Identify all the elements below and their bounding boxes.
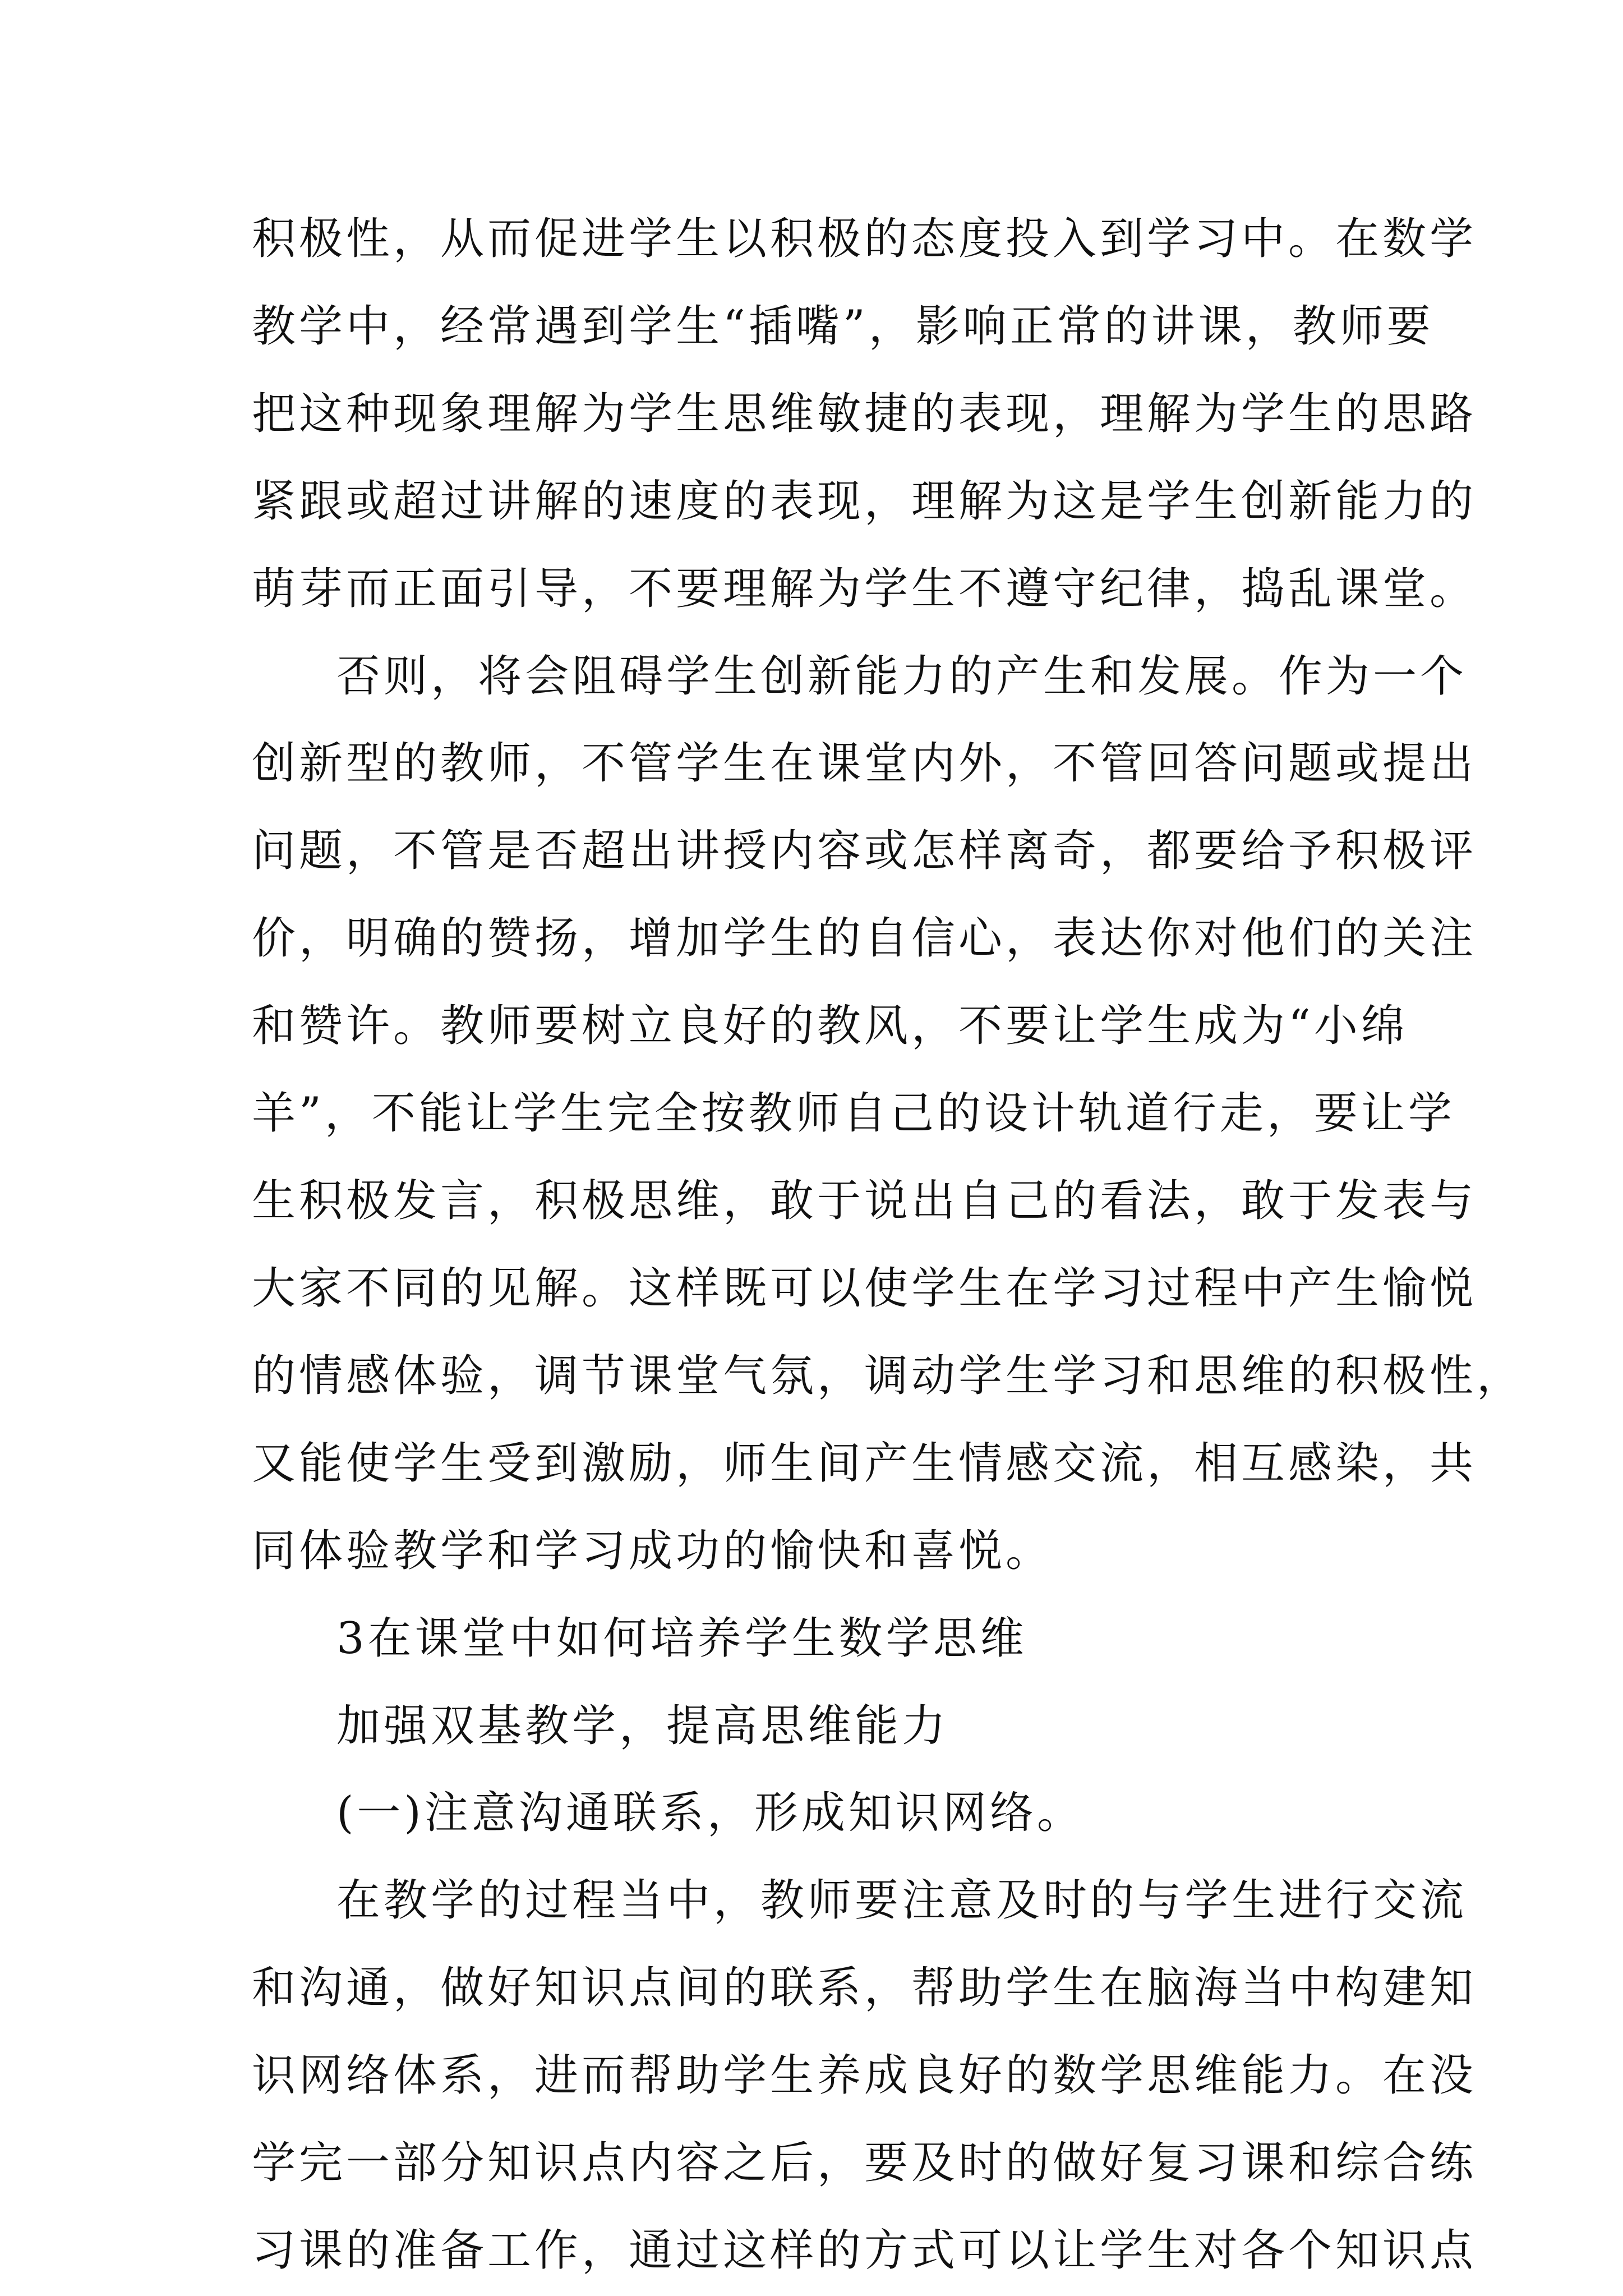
subsection-heading: 加强双基教学，提高思维能力: [336, 1701, 949, 1751]
text-line: 价，明确的赞扬，增加学生的自信心，表达你对他们的关注: [252, 913, 1477, 964]
subsection-heading: (一)注意沟通联系，形成知识网络。: [336, 1788, 1084, 1838]
text-line: 大家不同的见解。这样既可以使学生在学习过程中产生愉悦: [252, 1263, 1477, 1314]
text-line: 生积极发言，积极思维，敢于说出自己的看法，敢于发表与: [252, 1176, 1477, 1226]
text-line: 萌芽而正面引导，不要理解为学生不遵守纪律，捣乱课堂。: [252, 564, 1477, 614]
text-line: 和赞许。教师要树立良好的教风，不要让学生成为“小绵: [252, 1001, 1408, 1051]
text-line: 的情感体验，调节课堂气氛，调动学生学习和思维的积极性，: [252, 1351, 1524, 1401]
text-line: 学完一部分知识点内容之后，要及时的做好复习课和综合练: [252, 2138, 1477, 2188]
text-line: 教学中，经常遇到学生“插嘴”，影响正常的讲课，教师要: [252, 301, 1434, 352]
text-line: 问题，不管是否超出讲授内容或怎样离奇，都要给予积极评: [252, 826, 1477, 876]
text-line: 紧跟或超过讲解的速度的表现，理解为这是学生创新能力的: [252, 476, 1477, 527]
text-line: 在教学的过程当中，教师要注意及时的与学生进行交流: [336, 1875, 1468, 1926]
text-line: 又能使学生受到激励，师生间产生情感交流，相互感染，共: [252, 1438, 1477, 1489]
text-line: 把这种现象理解为学生思维敏捷的表现，理解为学生的思路: [252, 389, 1477, 439]
text-line: 和沟通，做好知识点间的联系，帮助学生在脑海当中构建知: [252, 1963, 1477, 2013]
section-heading: 3在课堂中如何培养学生数学思维: [336, 1613, 1027, 1664]
text-line: 习课的准备工作，通过这样的方式可以让学生对各个知识点: [252, 2225, 1477, 2276]
text-line: 创新型的教师，不管学生在课堂内外，不管回答问题或提出: [252, 738, 1477, 789]
text-line: 识网络体系，进而帮助学生养成良好的数学思维能力。在没: [252, 2050, 1477, 2101]
text-line: 积极性，从而促进学生以积极的态度投入到学习中。在数学: [252, 214, 1477, 264]
text-line: 羊”，不能让学生完全按教师自己的设计轨道行走，要让学: [252, 1088, 1455, 1139]
text-line: 否则，将会阻碍学生创新能力的产生和发展。作为一个: [336, 651, 1468, 702]
text-line: 同体验教学和学习成功的愉快和喜悦。: [252, 1526, 1053, 1576]
